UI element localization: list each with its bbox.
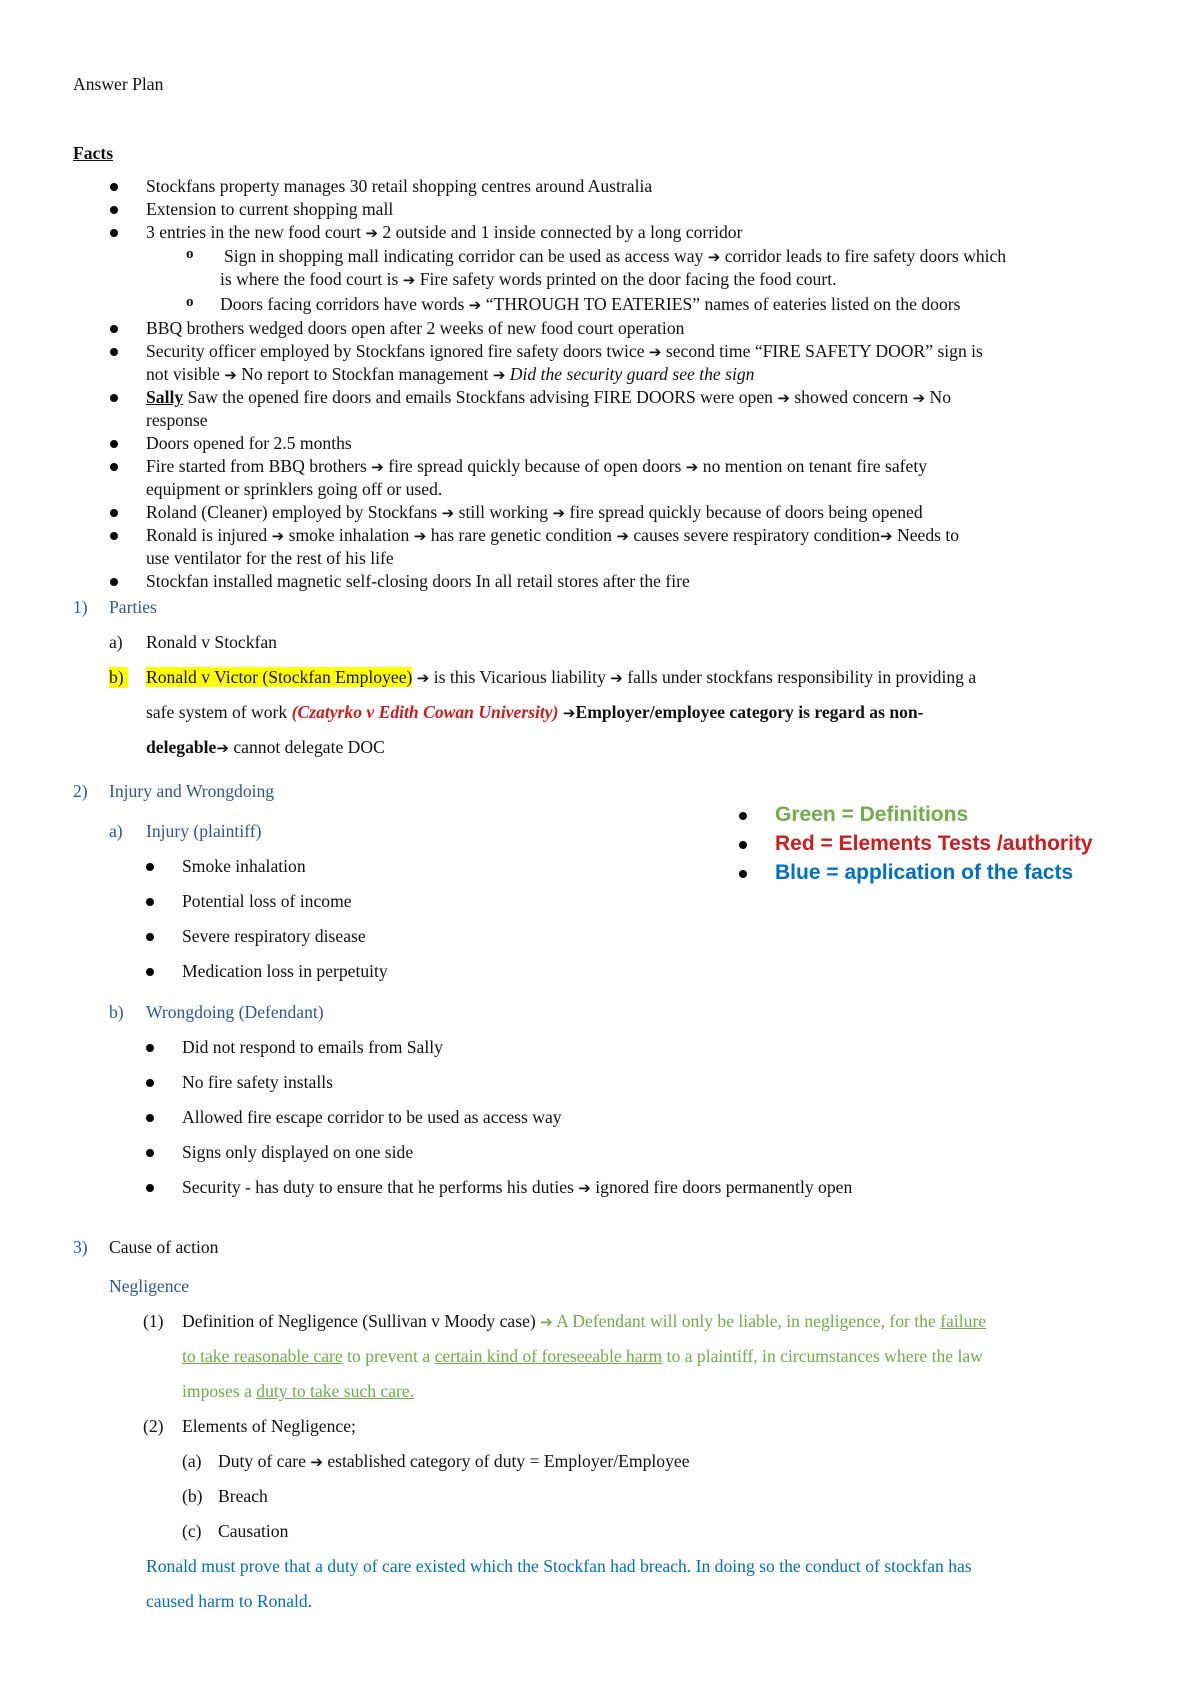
- bullet-icon: [110, 532, 118, 540]
- section-number: 1): [73, 597, 88, 617]
- item-label: (1): [143, 1311, 164, 1331]
- fact-item: Ronald is injured ➔ smoke inhalation ➔ has rare genetic condition ➔ causes severe respiratory condition➔ Needs to: [146, 525, 960, 545]
- fact-item-cont: equipment or sprinklers going off or used.: [146, 479, 443, 499]
- fact-item: 3 entries in the new food court ➔ 2 outside and 1 inside connected by a long corridor: [146, 222, 743, 242]
- application-line: caused harm to Ronald.: [146, 1591, 313, 1611]
- arrow-right-icon: ➔: [707, 248, 721, 266]
- bullet-icon: [110, 348, 118, 356]
- arrow-right-icon: ➔: [468, 296, 482, 314]
- party-item-cont: delegable➔ cannot delegate DOC: [146, 737, 385, 757]
- bullet-icon: [110, 325, 118, 333]
- arrow-right-icon: ➔: [413, 527, 427, 545]
- arrow-right-icon: ➔: [371, 458, 384, 476]
- fact-item: Stockfans property manages 30 retail shopping centres around Australia: [146, 176, 653, 196]
- list-item: Did not respond to emails from Sally: [182, 1037, 443, 1057]
- arrow-right-icon: ➔: [685, 458, 699, 476]
- list-item: Smoke inhalation: [182, 856, 306, 876]
- arrow-right-icon: ➔: [540, 1313, 553, 1331]
- arrow-right-icon: ➔: [578, 1179, 591, 1197]
- section-title: Injury and Wrongdoing: [109, 781, 275, 801]
- subsection-title: Injury (plaintiff): [146, 821, 262, 841]
- arrow-right-icon: ➔: [402, 271, 416, 289]
- arrow-right-icon: ➔: [610, 669, 623, 687]
- fact-subitem: Doors facing corridors have words ➔ “THROUGH TO EATERIES” names of eateries listed on the doors: [220, 294, 961, 314]
- elements-heading: Elements of Negligence;: [182, 1416, 356, 1436]
- section-number: 3): [73, 1237, 88, 1257]
- list-item: No fire safety installs: [182, 1072, 333, 1092]
- item-label: a): [109, 821, 123, 841]
- arrow-right-icon: ➔: [616, 527, 629, 545]
- bullet-icon: [739, 812, 747, 820]
- fact-item: BBQ brothers wedged doors open after 2 weeks of new food court operation: [146, 318, 685, 338]
- arrow-right-icon: ➔: [492, 366, 506, 384]
- bullet-icon: [110, 394, 118, 402]
- fact-item: Roland (Cleaner) employed by Stockfans ➔ still working ➔ fire spread quickly because of doors being opened: [146, 502, 923, 522]
- bullet-icon: [110, 440, 118, 448]
- fact-item: Security officer employed by Stockfans ignored fire safety doors twice ➔ second time “FIRE SAFETY DOOR” sign is: [146, 341, 983, 361]
- list-item: Allowed fire escape corridor to be used as access way: [182, 1107, 562, 1127]
- arrow-right-icon: ➔: [912, 389, 926, 407]
- party-item: Ronald v Victor (Stockfan Employee) ➔ is this Vicarious liability ➔ falls under stockfans responsibility in providing a: [146, 667, 977, 687]
- item-label: (a): [182, 1451, 202, 1471]
- bullet-icon: [110, 229, 118, 237]
- fact-item-cont: not visible ➔ No report to Stockfan management ➔ Did the security guard see the sign: [146, 364, 755, 384]
- facts-heading: Facts: [73, 143, 114, 163]
- legend-red: Red = Elements Tests /authority: [775, 832, 1093, 855]
- bullet-icon: [146, 1184, 154, 1192]
- arrow-right-icon: ➔: [777, 389, 790, 407]
- arrow-right-icon: ➔: [271, 527, 285, 545]
- fact-item: Doors opened for 2.5 months: [146, 433, 352, 453]
- fact-subitem-cont: is where the food court is ➔ Fire safety words printed on the door facing the food court.: [220, 269, 837, 289]
- legend-blue: Blue = application of the facts: [775, 861, 1074, 884]
- item-label: (2): [143, 1416, 164, 1436]
- arrow-right-icon: ➔: [310, 1453, 323, 1471]
- item-label: a): [109, 632, 123, 652]
- party-item: Ronald v Stockfan: [146, 632, 277, 652]
- arrow-right-icon: ➔: [216, 739, 229, 757]
- list-item: Security - has duty to ensure that he performs his duties ➔ ignored fire doors permanently open: [182, 1177, 853, 1197]
- subsection-title: Negligence: [109, 1276, 190, 1296]
- bullet-icon: [110, 206, 118, 214]
- item-label: b): [109, 667, 128, 688]
- document-title: Answer Plan: [73, 74, 164, 94]
- sub-bullet-icon: o: [186, 294, 194, 310]
- section-title: Parties: [109, 597, 157, 617]
- element-item: Causation: [218, 1521, 289, 1541]
- bullet-icon: [739, 870, 747, 878]
- bullet-icon: [146, 1044, 154, 1052]
- list-item: Signs only displayed on one side: [182, 1142, 414, 1162]
- party-item-cont: safe system of work (Czatyrko v Edith Cowan University) ➔Employer/employee category is regard as non-: [146, 702, 924, 722]
- arrow-right-icon: ➔: [880, 527, 893, 545]
- legend-green: Green = Definitions: [775, 803, 969, 826]
- element-item: Breach: [218, 1486, 268, 1506]
- bullet-icon: [146, 1079, 154, 1087]
- bullet-icon: [146, 1114, 154, 1122]
- arrow-right-icon: ➔: [441, 504, 455, 522]
- list-item: Medication loss in perpetuity: [182, 961, 388, 981]
- bullet-icon: [110, 578, 118, 586]
- sub-bullet-icon: o: [186, 246, 194, 262]
- fact-item: Fire started from BBQ brothers ➔ fire spread quickly because of open doors ➔ no mention on tenant fire safety: [146, 456, 928, 476]
- fact-subitem: Sign in shopping mall indicating corridor can be used as access way ➔ corridor leads to fire safety doors which: [224, 246, 1007, 266]
- subsection-title: Wrongdoing (Defendant): [146, 1002, 324, 1022]
- item-label: (c): [182, 1521, 202, 1541]
- fact-item: Extension to current shopping mall: [146, 199, 394, 219]
- arrow-right-icon: ➔: [365, 224, 378, 242]
- bullet-icon: [110, 463, 118, 471]
- bullet-icon: [110, 509, 118, 517]
- bullet-icon: [146, 933, 154, 941]
- definition-line: Definition of Negligence (Sullivan v Moody case) ➔ A Defendant will only be liable, in negligence, for the failure: [182, 1311, 987, 1331]
- arrow-right-icon: ➔: [562, 704, 576, 722]
- definition-line: to take reasonable care to prevent a certain kind of foreseeable harm to a plaintiff, in circumstances where the law: [182, 1346, 983, 1366]
- bullet-icon: [146, 968, 154, 976]
- item-label: b): [109, 1002, 124, 1022]
- fact-item: Sally Saw the opened fire doors and emails Stockfans advising FIRE DOORS were open ➔ showed concern ➔ No: [146, 387, 952, 407]
- section-number: 2): [73, 781, 88, 801]
- bullet-icon: [146, 1149, 154, 1157]
- fact-item-cont: use ventilator for the rest of his life: [146, 548, 394, 568]
- fact-item-cont: response: [146, 410, 208, 430]
- bullet-icon: [146, 898, 154, 906]
- arrow-right-icon: ➔: [648, 343, 662, 361]
- bullet-icon: [146, 863, 154, 871]
- list-item: Potential loss of income: [182, 891, 352, 911]
- section-title: Cause of action: [109, 1237, 219, 1257]
- list-item: Severe respiratory disease: [182, 926, 366, 946]
- arrow-right-icon: ➔: [552, 504, 566, 522]
- definition-line: imposes a duty to take such care.: [182, 1381, 415, 1401]
- arrow-right-icon: ➔: [224, 366, 237, 384]
- application-line: Ronald must prove that a duty of care existed which the Stockfan had breach. In doing so the conduct of stockfan has: [146, 1556, 972, 1576]
- bullet-icon: [739, 841, 747, 849]
- fact-item: Stockfan installed magnetic self-closing doors In all retail stores after the fire: [146, 571, 690, 591]
- arrow-right-icon: ➔: [416, 669, 430, 687]
- bullet-icon: [110, 183, 118, 191]
- item-label: (b): [182, 1486, 203, 1506]
- element-item: Duty of care ➔ established category of duty = Employer/Employee: [218, 1451, 690, 1471]
